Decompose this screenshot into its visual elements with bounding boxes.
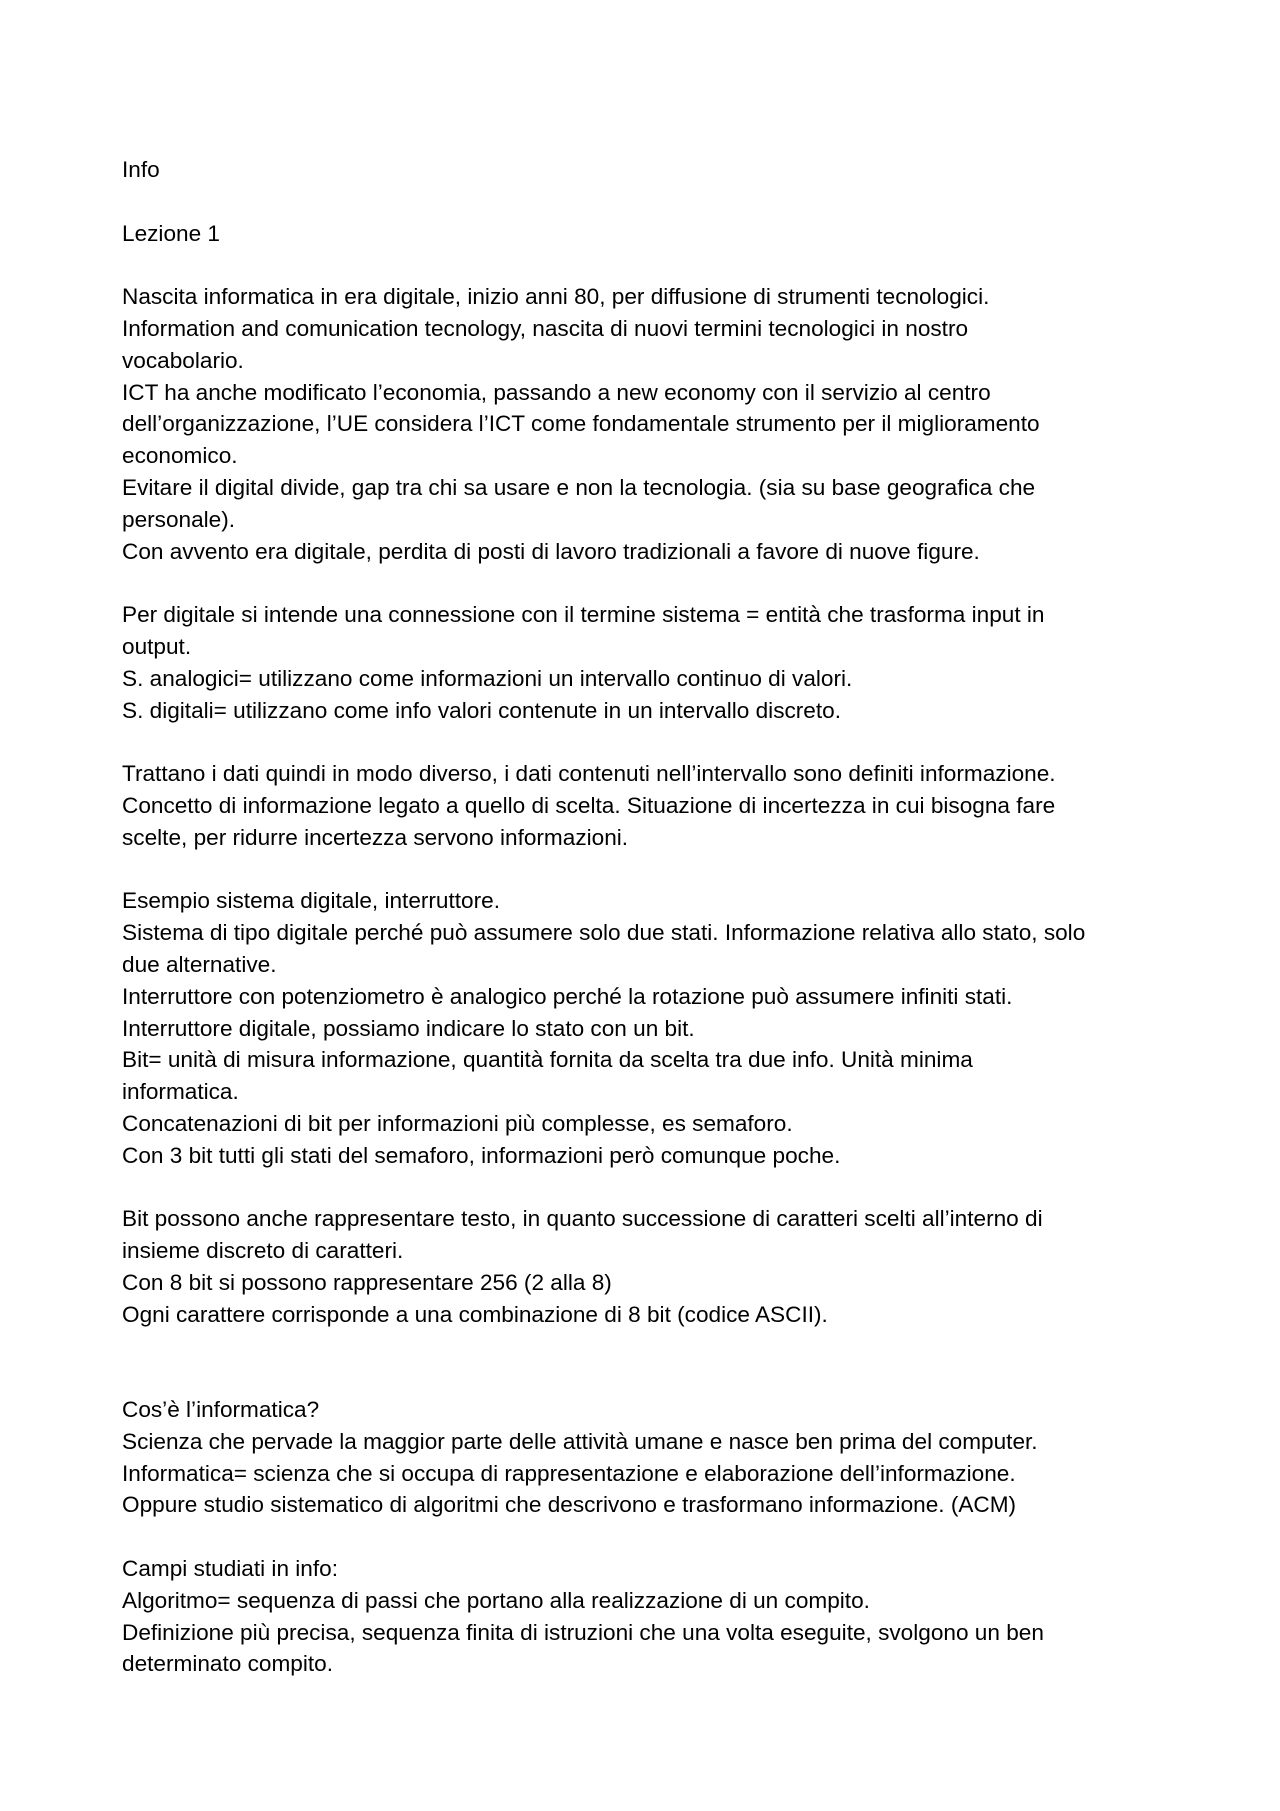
text-line: Con 3 bit tutti gli stati del semaforo, informazioni però comunque poche. [122,1142,841,1168]
paragraph-4 [122,885,1162,1171]
text-line: insieme discreto di caratteri. [122,1238,404,1264]
document-page [122,154,1162,1680]
text-line: Information and comunication tecnology, nascita di nuovi termini tecnologici in nostro [122,315,969,341]
text-line: scelte, per ridurre incertezza servono informazioni. [122,824,629,850]
text-line: Concetto di informazione legato a quello di scelta. Situazione di incertezza in cui bisogna fare [122,792,1056,818]
paragraph-6 [122,1394,1162,1521]
text-line: Nascita informatica in era digitale, inizio anni 80, per diffusione di strumenti tecnologici. [122,284,990,310]
text-line: determinato compito. [122,1651,333,1677]
text-line: Bit= unità di misura informazione, quantità fornita da scelta tra due info. Unità minima [122,1047,973,1073]
text-line: Campi studiati in info: [122,1556,338,1582]
text-line: output. [122,633,192,659]
paragraph-5 [122,1203,1162,1330]
text-line: Sistema di tipo digitale perché può assumere solo due stati. Informazione relativa allo stato, solo [122,920,1086,946]
text-line: Cos’è l’informatica? [122,1397,320,1423]
blank-line [122,1172,1162,1204]
paragraph-2 [122,599,1162,726]
text-line: S. digitali= utilizzano come info valori contenute in un intervallo discreto. [122,697,841,723]
blank-line [122,249,1162,281]
text-line: economico. [122,443,238,469]
blank-line [122,1330,1162,1362]
text-line: personale). [122,506,236,532]
text-line: ICT ha anche modificato l’economia, passando a new economy con il servizio al centro [122,379,991,405]
text-line: informatica. [122,1079,239,1105]
text-line: Informatica= scienza che si occupa di rappresentazione e elaborazione dell’informazione. [122,1460,1016,1486]
text-line: Trattano i dati quindi in modo diverso, i dati contenuti nell’intervallo sono definiti informazione. [122,761,1056,787]
paragraph-7 [122,1553,1162,1680]
blank-line [122,1362,1162,1394]
text-line: Bit possono anche rappresentare testo, in quanto successione di caratteri scelti all’interno di [122,1206,1043,1232]
text-line: vocabolario. [122,347,244,373]
text-line: Definizione più precisa, sequenza finita di istruzioni che una volta eseguite, svolgono un ben [122,1619,1044,1645]
text-line: Con 8 bit si possono rappresentare 256 (2 alla 8) [122,1269,612,1295]
text-line: Interruttore digitale, possiamo indicare lo stato con un bit. [122,1015,695,1041]
blank-line [122,854,1162,886]
blank-line [122,1521,1162,1553]
blank-line [122,567,1162,599]
text-line: Concatenazioni di bit per informazioni più complesse, es semaforo. [122,1110,793,1136]
text-line: Evitare il digital divide, gap tra chi sa usare e non la tecnologia. (sia su base geografica che [122,474,1036,500]
lesson-heading: Lezione 1 [122,220,220,246]
text-line: Algoritmo= sequenza di passi che portano alla realizzazione di un compito. [122,1587,870,1613]
text-line: Con avvento era digitale, perdita di posti di lavoro tradizionali a favore di nuove figure. [122,538,980,564]
text-line: Esempio sistema digitale, interruttore. [122,888,500,914]
text-line: Interruttore con potenziometro è analogico perché la rotazione può assumere infiniti stati. [122,983,1013,1009]
blank-line [122,726,1162,758]
text-line: Oppure studio sistematico di algoritmi che descrivono e trasformano informazione. (ACM) [122,1492,1017,1518]
text-line: S. analogici= utilizzano come informazioni un intervallo continuo di valori. [122,665,853,691]
paragraph-1 [122,281,1162,567]
document-title: Info [122,157,160,182]
text-line: Scienza che pervade la maggior parte delle attività umane e nasce ben prima del computer. [122,1428,1038,1454]
text-line: Ogni carattere corrisponde a una combinazione di 8 bit (codice ASCII). [122,1301,828,1327]
paragraph-3 [122,758,1162,853]
text-line: dell’organizzazione, l’UE considera l’ICT come fondamentale strumento per il miglioramento [122,411,1040,437]
text-line: due alternative. [122,951,277,977]
text-line: Per digitale si intende una connessione con il termine sistema = entità che trasforma input in [122,602,1045,628]
blank-line [122,186,1162,218]
